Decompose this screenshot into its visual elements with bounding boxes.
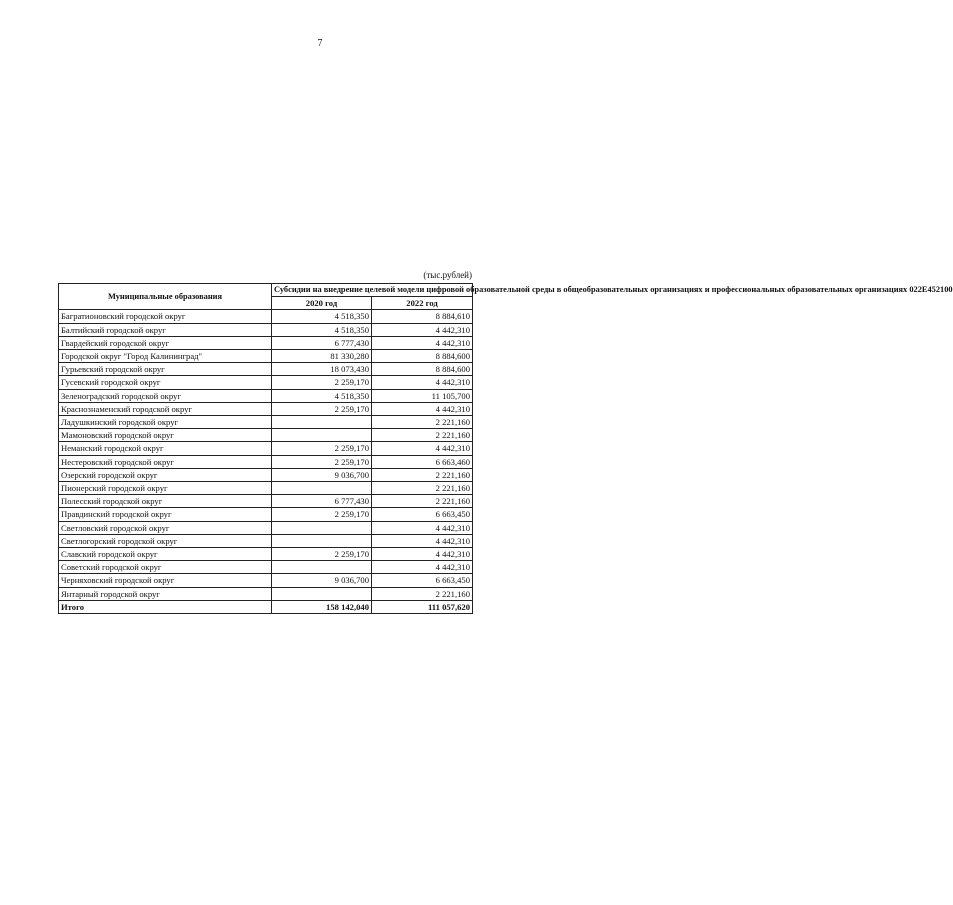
table-row bbox=[59, 521, 473, 534]
cell-2020: 4 518,350 bbox=[272, 389, 372, 402]
cell-municipality: Городской округ "Город Калининград" bbox=[59, 350, 272, 363]
cell-2020 bbox=[272, 416, 372, 429]
cell-municipality: Правдинский городской округ bbox=[59, 508, 272, 521]
cell-2020: 2 259,170 bbox=[272, 455, 372, 468]
table-body bbox=[59, 310, 473, 600]
table-row bbox=[59, 363, 473, 376]
cell-2020: 4 518,350 bbox=[272, 323, 372, 336]
cell-municipality: Озерский городской округ bbox=[59, 468, 272, 481]
cell-2022: 2 221,160 bbox=[372, 587, 473, 600]
table-row bbox=[59, 442, 473, 455]
cell-2020: 2 259,170 bbox=[272, 548, 372, 561]
cell-municipality: Балтийский городской округ bbox=[59, 323, 272, 336]
cell-2022: 2 221,160 bbox=[372, 468, 473, 481]
cell-2020: 9 036,700 bbox=[272, 468, 372, 481]
header-year-2022: 2022 год bbox=[372, 297, 473, 310]
cell-municipality: Янтарный городской округ bbox=[59, 587, 272, 600]
total-row bbox=[59, 600, 473, 613]
table-row bbox=[59, 574, 473, 587]
cell-2022: 6 663,450 bbox=[372, 508, 473, 521]
cell-2022: 6 663,450 bbox=[372, 574, 473, 587]
cell-2022: 2 221,160 bbox=[372, 416, 473, 429]
cell-municipality: Светловский городской округ bbox=[59, 521, 272, 534]
table-row bbox=[59, 587, 473, 600]
total-2020: 158 142,040 bbox=[272, 600, 372, 613]
cell-2022: 8 884,600 bbox=[372, 350, 473, 363]
table-row bbox=[59, 455, 473, 468]
cell-2020 bbox=[272, 429, 372, 442]
cell-municipality: Нестеровский городской округ bbox=[59, 455, 272, 468]
cell-2020: 4 518,350 bbox=[272, 310, 372, 323]
cell-2022: 8 884,610 bbox=[372, 310, 473, 323]
cell-2022: 4 442,310 bbox=[372, 521, 473, 534]
table-row bbox=[59, 389, 473, 402]
cell-2022: 4 442,310 bbox=[372, 402, 473, 415]
units-label: (тыс.рублей) bbox=[423, 270, 472, 280]
cell-2022: 4 442,310 bbox=[372, 548, 473, 561]
cell-2022: 4 442,310 bbox=[372, 323, 473, 336]
cell-municipality: Багратионовский городской округ bbox=[59, 310, 272, 323]
cell-2020: 2 259,170 bbox=[272, 508, 372, 521]
cell-2022: 4 442,310 bbox=[372, 534, 473, 547]
table-row bbox=[59, 548, 473, 561]
cell-municipality: Черняховский городской округ bbox=[59, 574, 272, 587]
table-row bbox=[59, 323, 473, 336]
cell-2020: 9 036,700 bbox=[272, 574, 372, 587]
table-row bbox=[59, 416, 473, 429]
table-row bbox=[59, 402, 473, 415]
subsidy-table bbox=[58, 283, 953, 614]
cell-2020: 2 259,170 bbox=[272, 442, 372, 455]
table-row bbox=[59, 468, 473, 481]
cell-2020 bbox=[272, 587, 372, 600]
cell-municipality: Гусевский городской округ bbox=[59, 376, 272, 389]
total-label: Итого bbox=[59, 600, 272, 613]
cell-2022: 2 221,160 bbox=[372, 482, 473, 495]
cell-2022: 11 105,700 bbox=[372, 389, 473, 402]
page-number: 7 bbox=[317, 38, 323, 49]
cell-2020: 6 777,430 bbox=[272, 336, 372, 349]
cell-municipality: Мамоновский городской округ bbox=[59, 429, 272, 442]
cell-2022: 4 442,310 bbox=[372, 336, 473, 349]
table-row bbox=[59, 336, 473, 349]
total-2022: 111 057,620 bbox=[372, 600, 473, 613]
header-municipality: Муниципальные образования bbox=[59, 284, 272, 310]
cell-2022: 2 221,160 bbox=[372, 495, 473, 508]
header-year-2020: 2020 год bbox=[272, 297, 372, 310]
cell-municipality: Советский городской округ bbox=[59, 561, 272, 574]
table-row bbox=[59, 310, 473, 323]
cell-2020: 18 073,430 bbox=[272, 363, 372, 376]
table-row bbox=[59, 534, 473, 547]
cell-2020: 81 330,280 bbox=[272, 350, 372, 363]
cell-municipality: Гурьевский городской округ bbox=[59, 363, 272, 376]
cell-2020: 6 777,430 bbox=[272, 495, 372, 508]
cell-municipality: Пионерский городской округ bbox=[59, 482, 272, 495]
cell-municipality: Гвардейский городской округ bbox=[59, 336, 272, 349]
table-row bbox=[59, 350, 473, 363]
cell-municipality: Славский городской округ bbox=[59, 548, 272, 561]
cell-municipality: Краснознаменский городской округ bbox=[59, 402, 272, 415]
table-row bbox=[59, 508, 473, 521]
table-row bbox=[59, 495, 473, 508]
table-row bbox=[59, 561, 473, 574]
table-row bbox=[59, 482, 473, 495]
cell-municipality: Неманский городской округ bbox=[59, 442, 272, 455]
cell-2020 bbox=[272, 561, 372, 574]
cell-2020 bbox=[272, 521, 372, 534]
table-row bbox=[59, 429, 473, 442]
cell-2022: 4 442,310 bbox=[372, 561, 473, 574]
cell-municipality: Полесский городской округ bbox=[59, 495, 272, 508]
cell-2020 bbox=[272, 534, 372, 547]
header-subsidy: Субсидии на внедрение целевой модели цифровой образовательной среды в общеобразовательных организациях и профессиональных образовательных организациях 022Е452100 bbox=[272, 284, 473, 297]
cell-2020 bbox=[272, 482, 372, 495]
cell-2022: 4 442,310 bbox=[372, 376, 473, 389]
cell-municipality: Зеленоградский городской округ bbox=[59, 389, 272, 402]
cell-2022: 6 663,460 bbox=[372, 455, 473, 468]
cell-2020: 2 259,170 bbox=[272, 376, 372, 389]
cell-2022: 2 221,160 bbox=[372, 429, 473, 442]
cell-2022: 4 442,310 bbox=[372, 442, 473, 455]
cell-2020: 2 259,170 bbox=[272, 402, 372, 415]
cell-municipality: Светлогорский городской округ bbox=[59, 534, 272, 547]
table-row bbox=[59, 376, 473, 389]
cell-municipality: Ладушкинский городской округ bbox=[59, 416, 272, 429]
cell-2022: 8 884,600 bbox=[372, 363, 473, 376]
